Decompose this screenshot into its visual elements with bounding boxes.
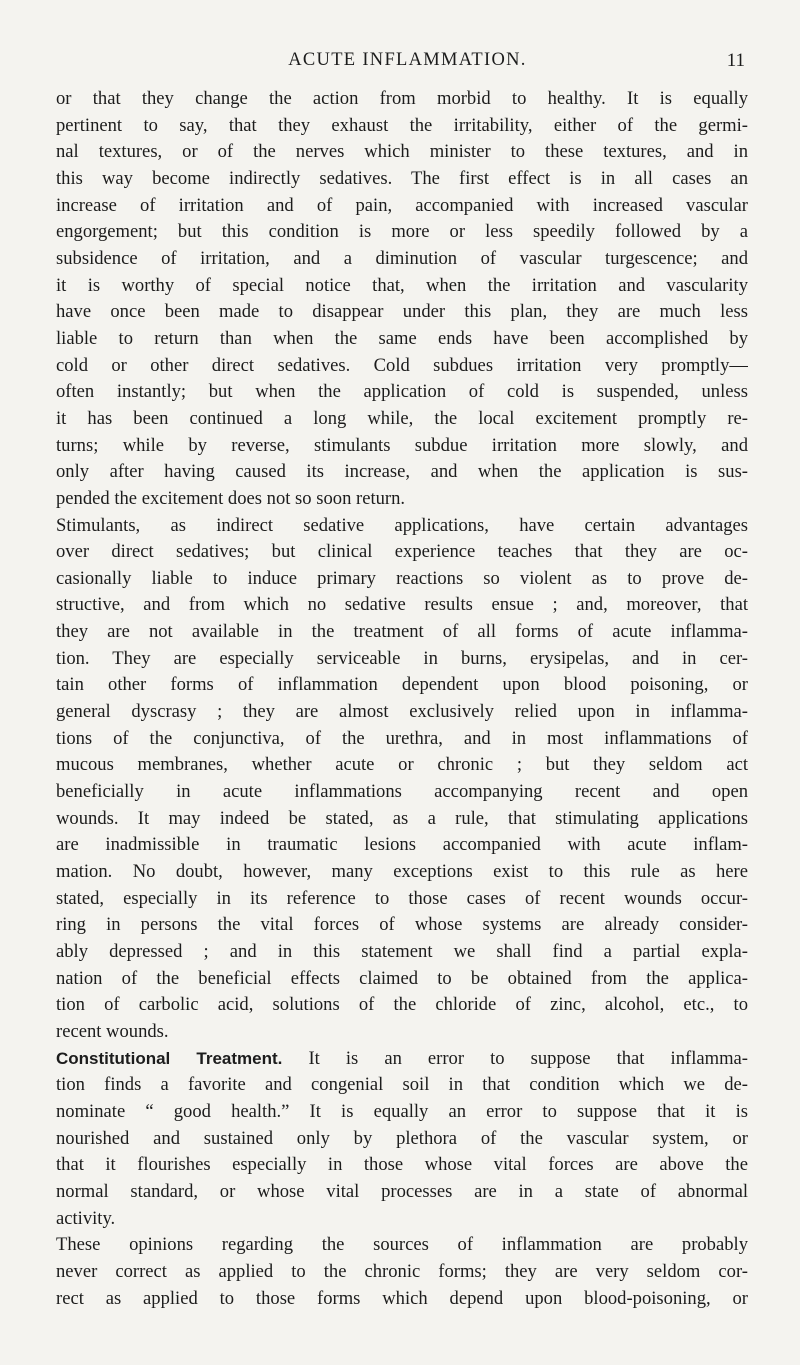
text-line: general dyscrasy ; they are almost exclusively relied upon in inflamma- [56, 701, 748, 723]
text-line: have once been made to disappear under this plan, they are much less [56, 301, 748, 323]
text-line: liable to return than when the same ends have been accomplished by [56, 327, 748, 349]
text-line: often instantly; but when the application of cold is suspended, unless [56, 381, 748, 403]
text-line: it has been continued a long while, the local excitement promptly re- [56, 407, 748, 429]
text-line: mucous membranes, whether acute or chronic ; but they seldom act [56, 754, 748, 776]
text-line: they are not available in the treatment of all forms of acute inflamma- [56, 621, 748, 643]
page-header [70, 50, 745, 80]
text-line: nourished and sustained only by plethora of the vascular system, or [56, 1127, 748, 1149]
text-line: tions of the conjunctiva, of the urethra, and in most inflammations of [56, 727, 748, 749]
text-line: that it flourishes especially in those whose vital forces are above the [56, 1154, 748, 1176]
text-line: recent wounds. [56, 1020, 169, 1042]
text-line: tion finds a favorite and congenial soil in that condition which we de- [56, 1074, 748, 1096]
text-line: ably depressed ; and in this statement we shall find a partial expla- [56, 941, 748, 962]
text-line: normal standard, or whose vital processes are in a state of abnormal [56, 1180, 748, 1202]
text-line: stated, especially in its reference to those cases of recent wounds occur- [56, 887, 748, 909]
text-line: increase of irritation and of pain, accompanied with increased vascular [56, 194, 748, 216]
text-line: tion. They are especially serviceable in burns, erysipelas, and in cer- [56, 647, 748, 669]
text-line: or that they change the action from morbid to healthy. It is equally [56, 88, 748, 109]
text-line: rect as applied to those forms which depend upon blood-poisoning, or [56, 1287, 748, 1309]
running-title: ACUTE INFLAMMATION. [288, 50, 527, 70]
body-text [56, 86, 748, 1312]
text-line: over direct sedatives; but clinical experience teaches that they are oc- [56, 541, 748, 563]
section-first-line-text: It is an error to suppose that inflamma- [308, 1047, 748, 1069]
text-line: nal textures, or of the nerves which minister to these textures, and in [56, 141, 748, 163]
text-line: it is worthy of special notice that, when the irritation and vascularity [56, 274, 748, 296]
text-line: engorgement; but this condition is more or less speedily followed by a [56, 221, 748, 243]
text-line: structive, and from which no sedative results ensue ; and, moreover, that [56, 594, 748, 616]
text-line: nominate “ good health.” It is equally an error to suppose that it is [56, 1100, 748, 1122]
text-line: Stimulants, as indirect sedative applications, have certain advantages [56, 514, 748, 536]
text-line: are inadmissible in traumatic lesions accompanied with acute inflam- [56, 834, 748, 856]
text-line: this way become indirectly sedatives. The first effect is in all cases an [56, 167, 748, 189]
text-line: These opinions regarding the sources of inflammation are probably [56, 1234, 748, 1256]
text-line: only after having caused its increase, and when the application is sus- [56, 461, 748, 483]
text-line: ring in persons the vital forces of whose systems are already consider- [56, 914, 748, 936]
section-heading: Constitutional Treatment. [56, 1048, 283, 1068]
text-line: pended the excitement does not so soon return. [56, 487, 406, 509]
text-line: wounds. It may indeed be stated, as a rule, that stimulating applications [56, 807, 748, 829]
text-line: never correct as applied to the chronic forms; they are very seldom cor- [56, 1260, 748, 1282]
text-line: activity. [56, 1207, 116, 1229]
text-line: tain other forms of inflammation dependent upon blood poisoning, or [56, 674, 748, 696]
page-number: 11 [726, 50, 745, 71]
text-line: beneficially in acute inflammations accompanying recent and open [56, 781, 748, 803]
text-line: nation of the beneficial effects claimed to be obtained from the applica- [56, 967, 748, 989]
text-line: turns; while by reverse, stimulants subdue irritation more slowly, and [56, 434, 748, 456]
text-line: tion of carbolic acid, solutions of the chloride of zinc, alcohol, etc., to [56, 994, 748, 1016]
text-line: mation. No doubt, however, many exceptions exist to this rule as here [56, 861, 748, 883]
section-first-line [56, 1046, 748, 1073]
text-line: subsidence of irritation, and a diminution of vascular turgescence; and [56, 247, 748, 269]
text-line: casionally liable to induce primary reactions so violent as to prove de- [56, 567, 748, 589]
text-line: pertinent to say, that they exhaust the irritability, either of the germi- [56, 114, 748, 136]
text-line: cold or other direct sedatives. Cold subdues irritation very promptly— [56, 354, 748, 376]
